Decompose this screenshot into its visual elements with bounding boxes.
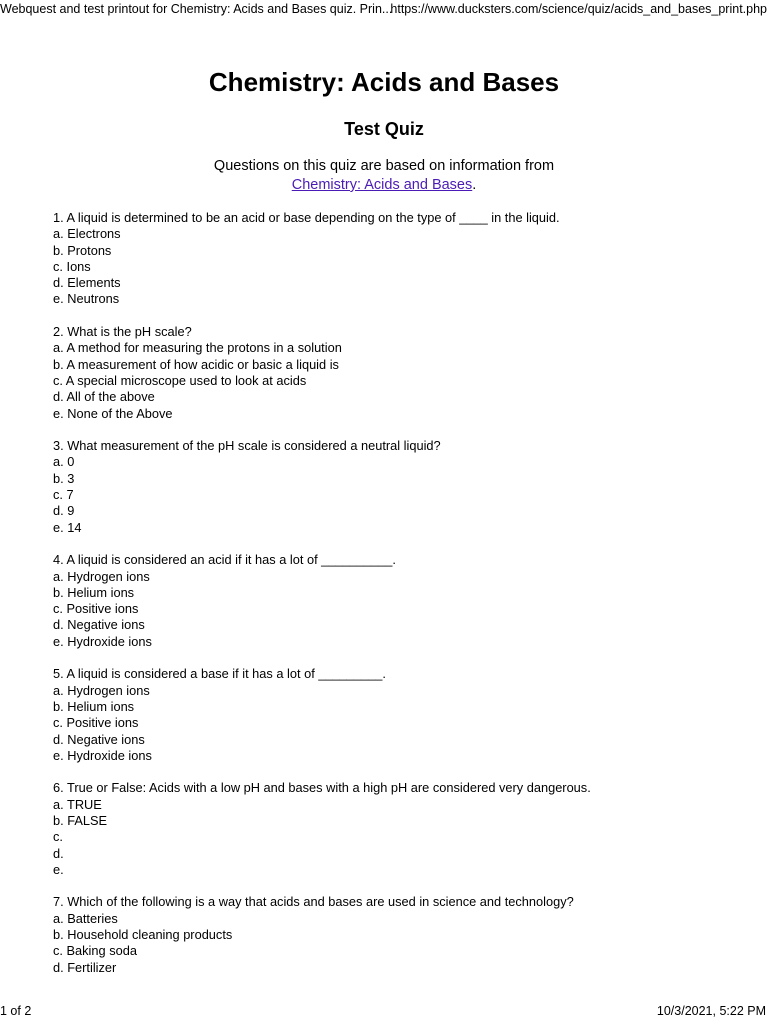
answer-choice: b. 3 [53, 470, 75, 486]
print-footer [0, 1004, 768, 1020]
question-text: 3. What measurement of the pH scale is considered a neutral liquid? [53, 438, 441, 454]
answer-choice: b. Protons [53, 242, 112, 258]
answer-choice: a. Hydrogen ions [53, 682, 150, 698]
answer-choice: a. Hydrogen ions [53, 568, 150, 584]
answer-choice: a. A method for measuring the protons in a solution [53, 340, 342, 356]
answer-choice: e. Hydroxide ions [53, 747, 152, 763]
answer-choice: d. Negative ions [53, 617, 145, 633]
answer-choice: e. [53, 861, 64, 877]
question-text: 2. What is the pH scale? [53, 324, 192, 340]
question-block [53, 666, 758, 764]
question-list [53, 210, 758, 992]
question-block [53, 438, 758, 536]
source-article-link[interactable]: Chemistry: Acids and Bases [291, 177, 473, 193]
page-count: 1 of 2 [0, 1004, 32, 1018]
answer-choice: d. Negative ions [53, 731, 145, 747]
answer-choice: b. Helium ions [53, 584, 135, 600]
question-text: 6. True or False: Acids with a low pH and bases with a high pH are considered very dangerous. [53, 780, 591, 796]
question-block [53, 552, 758, 650]
answer-choice: c. Ions [53, 258, 91, 274]
answer-choice: c. 7 [53, 487, 74, 503]
answer-choice: e. Hydroxide ions [53, 633, 152, 649]
page-subtitle: Test Quiz [344, 119, 424, 139]
print-header [0, 2, 768, 18]
answer-choice: c. Positive ions [53, 715, 139, 731]
question-block [53, 324, 758, 422]
question-text: 1. A liquid is determined to be an acid or base depending on the type of ____ in the liquid. [53, 210, 560, 225]
question-block [53, 894, 758, 975]
print-datetime: 10/3/2021, 5:22 PM [656, 1004, 766, 1018]
answer-choice: c. Positive ions [53, 601, 139, 617]
answer-choice: d. Fertilizer [53, 959, 117, 975]
answer-choice: d. [53, 845, 64, 861]
answer-choice: b. A measurement of how acidic or basic a liquid is [53, 356, 339, 372]
answer-choice: b. Household cleaning products [53, 927, 233, 943]
question-text: 7. Which of the following is a way that acids and bases are used in science and technology? [53, 894, 574, 910]
answer-choice: e. None of the Above [53, 405, 173, 421]
answer-choice: d. 9 [53, 503, 75, 519]
answer-choice: a. 0 [53, 454, 75, 470]
answer-choice: e. 14 [53, 519, 82, 535]
answer-choice: b. Helium ions [53, 698, 135, 714]
print-page-title: Webquest and test printout for Chemistry: Acids and Bases quiz. Prin... [0, 2, 393, 16]
print-url: https://www.ducksters.com/science/quiz/acids_and_bases_print.php [390, 2, 767, 16]
answer-choice: e. Neutrons [53, 291, 120, 307]
question-text: 5. A liquid is considered a base if it has a lot of _________. [53, 666, 386, 682]
intro [0, 157, 768, 195]
question-text: 4. A liquid is considered an acid if it has a lot of __________. [53, 552, 396, 568]
answer-choice: c. A special microscope used to look at acids [53, 372, 307, 388]
intro-text: Questions on this quiz are based on information from [213, 158, 555, 174]
answer-choice: c. [53, 829, 63, 845]
answer-choice: d. All of the above [53, 389, 155, 405]
answer-choice: a. Batteries [53, 910, 118, 926]
answer-choice: b. FALSE [53, 812, 108, 828]
question-block [53, 210, 758, 308]
answer-choice: c. Baking soda [53, 943, 137, 959]
question-block [53, 780, 758, 878]
intro-period: . [472, 177, 477, 193]
answer-choice: d. Elements [53, 275, 121, 291]
answer-choice: a. Electrons [53, 226, 121, 242]
page-title: Chemistry: Acids and Bases [208, 67, 560, 97]
answer-choice: a. TRUE [53, 796, 102, 812]
intro-link-line [0, 176, 768, 195]
